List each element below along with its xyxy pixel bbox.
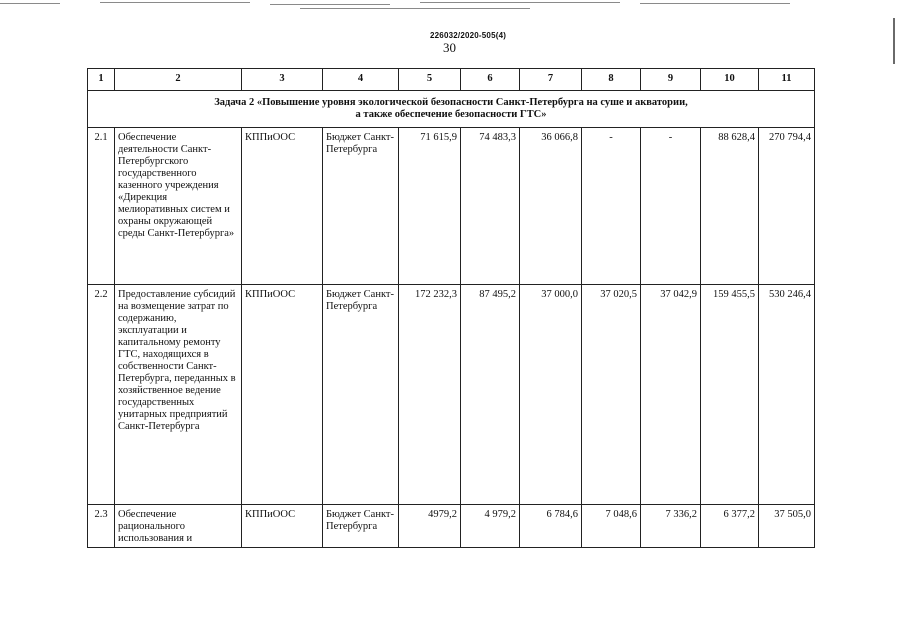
document-code: 226032/2020-505(4) (430, 31, 507, 40)
col-header: 2 (115, 69, 242, 91)
row-source: Бюджет Санкт-Петербурга (323, 128, 399, 285)
row-value: 74 483,3 (461, 128, 520, 285)
row-value: 88 628,4 (701, 128, 759, 285)
col-header: 7 (520, 69, 582, 91)
row-value: 37 000,0 (520, 285, 582, 505)
scan-edge-mark (893, 18, 895, 64)
row-name: Предоставление субсидий на возмещение затрат по содержанию, эксплуатации и капитальному ремонту ГТС, находящихся в собственности Санкт-Петербурга, переданных в хозяйственное ведение государственных унитарных предприятий Санкт-Петербурга (115, 285, 242, 505)
col-header: 6 (461, 69, 520, 91)
task-title (88, 91, 815, 128)
row-value: 172 232,3 (399, 285, 461, 505)
col-header: 3 (242, 69, 323, 91)
row-value: 36 066,8 (520, 128, 582, 285)
row-executor: КППиООС (242, 128, 323, 285)
col-header: 10 (701, 69, 759, 91)
row-value: 6 784,6 (520, 505, 582, 548)
col-header: 4 (323, 69, 399, 91)
budget-table (87, 68, 815, 548)
col-header: 11 (759, 69, 815, 91)
row-value: - (582, 128, 641, 285)
row-value: 530 246,4 (759, 285, 815, 505)
row-value: 37 505,0 (759, 505, 815, 548)
row-name: Обеспечение рационального использования и (115, 505, 242, 548)
row-value: 37 020,5 (582, 285, 641, 505)
row-value: 4979,2 (399, 505, 461, 548)
table-row (88, 285, 815, 505)
task-title-line2: а также обеспечение безопасности ГТС» (355, 109, 547, 120)
row-number: 2.1 (88, 128, 115, 285)
row-value: - (641, 128, 701, 285)
row-number: 2.3 (88, 505, 115, 548)
row-value: 37 042,9 (641, 285, 701, 505)
col-header: 8 (582, 69, 641, 91)
task-row (88, 91, 815, 128)
row-value: 6 377,2 (701, 505, 759, 548)
scan-noise-top (0, 0, 905, 12)
row-value: 71 615,9 (399, 128, 461, 285)
row-value: 7 048,6 (582, 505, 641, 548)
col-header: 1 (88, 69, 115, 91)
task-title-line1: Задача 2 «Повышение уровня экологической безопасности Санкт-Петербурга на суше и акватории, (214, 97, 688, 108)
table-row (88, 505, 815, 548)
page-number: 30 (443, 40, 456, 55)
row-executor: КППиООС (242, 285, 323, 505)
row-executor: КППиООС (242, 505, 323, 548)
table-row (88, 128, 815, 285)
row-source: Бюджет Санкт-Петербурга (323, 285, 399, 505)
row-value: 7 336,2 (641, 505, 701, 548)
col-header: 9 (641, 69, 701, 91)
row-value: 87 495,2 (461, 285, 520, 505)
row-value: 4 979,2 (461, 505, 520, 548)
col-header: 5 (399, 69, 461, 91)
row-number: 2.2 (88, 285, 115, 505)
row-name: Обеспечение деятельности Санкт-Петербургского государственного казенного учреждения «Дирекция мелиоративных систем и охраны окружающей среды Санкт-Петербурга» (115, 128, 242, 285)
row-value: 270 794,4 (759, 128, 815, 285)
header-row (88, 69, 815, 91)
row-value: 159 455,5 (701, 285, 759, 505)
row-source: Бюджет Санкт-Петербурга (323, 505, 399, 548)
